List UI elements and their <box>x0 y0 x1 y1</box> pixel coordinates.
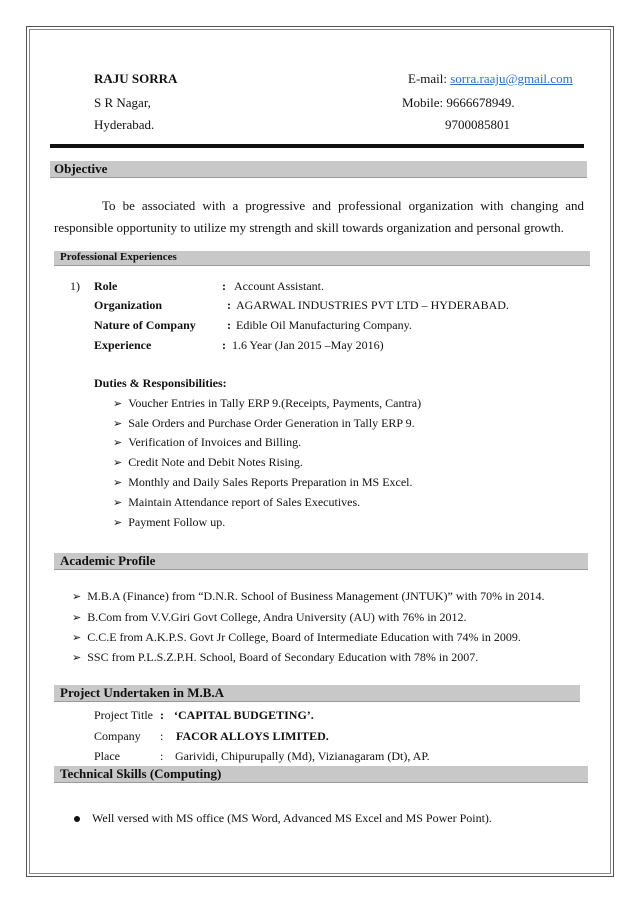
list-item <box>113 435 301 450</box>
mobile-label: Mobile: <box>402 95 444 110</box>
duties-heading: Duties & Responsibilities: <box>94 376 227 390</box>
list-item <box>113 515 225 530</box>
experience-heading: Professional Experiences <box>60 251 177 263</box>
list-item <box>74 811 492 826</box>
project-title-sep: : <box>160 708 164 722</box>
duty-text: Monthly and Daily Sales Reports Preparation in MS Excel. <box>128 475 413 489</box>
list-item <box>72 650 478 665</box>
dot-bullet-icon <box>74 816 80 822</box>
objective-line-1: To be associated with a progressive and professional organization with changing and <box>102 198 584 213</box>
list-item <box>113 495 360 510</box>
project-place-sep: : <box>160 749 164 763</box>
header-divider <box>50 144 584 148</box>
address-line-1: S R Nagar, <box>94 95 151 110</box>
email-row <box>408 71 573 87</box>
list-item <box>113 396 421 411</box>
list-item <box>72 610 467 625</box>
candidate-name: RAJU SORRA <box>94 71 178 86</box>
project-heading: Project Undertaken in M.B.A <box>60 685 225 700</box>
address-line-2: Hyderabad. <box>94 117 155 132</box>
list-item <box>72 589 545 604</box>
arrow-bullet-icon: ➢ <box>72 591 82 603</box>
email-link[interactable]: sorra.raaju@gmail.com <box>450 71 573 86</box>
arrow-bullet-icon: ➢ <box>72 632 82 644</box>
role-label: Role <box>94 279 118 293</box>
objective-heading-bar <box>50 161 587 178</box>
duty-text: Credit Note and Debit Notes Rising. <box>128 455 303 469</box>
arrow-bullet-icon: ➢ <box>72 652 82 664</box>
duty-text: Sale Orders and Purchase Order Generation in Tally ERP 9. <box>128 416 415 430</box>
academic-text: C.C.E from A.K.P.S. Govt Jr College, Board of Intermediate Education with 74% in 2009. <box>87 630 521 644</box>
mobile-row <box>402 95 515 111</box>
project-place-label: Place <box>94 749 120 763</box>
arrow-bullet-icon: ➢ <box>113 398 123 410</box>
arrow-bullet-icon: ➢ <box>113 437 123 449</box>
organization-label: Organization <box>94 298 162 312</box>
nature-label: Nature of Company <box>94 318 196 332</box>
experience-label: Experience <box>94 338 152 352</box>
role-sep: : <box>222 279 226 293</box>
experience-number: 1) <box>70 279 80 293</box>
organization-value: AGARWAL INDUSTRIES PVT LTD – HYDERABAD. <box>236 298 509 312</box>
academic-text: SSC from P.L.S.Z.P.H. School, Board of Secondary Education with 78% in 2007. <box>87 650 479 664</box>
objective-line-2: responsible opportunity to utilize my strength and skill towards organization and personal growth. <box>54 220 564 235</box>
arrow-bullet-icon: ➢ <box>113 477 123 489</box>
list-item <box>72 630 521 645</box>
duty-text: Maintain Attendance report of Sales Executives. <box>128 495 361 509</box>
academic-heading: Academic Profile <box>60 553 156 568</box>
list-item <box>113 455 303 470</box>
arrow-bullet-icon: ➢ <box>113 418 123 430</box>
objective-heading: Objective <box>54 161 108 176</box>
list-item <box>113 475 413 490</box>
experience-sep: : <box>222 338 226 352</box>
project-company-label: Company <box>94 729 141 743</box>
nature-value: Edible Oil Manufacturing Company. <box>236 318 412 332</box>
arrow-bullet-icon: ➢ <box>72 612 82 624</box>
arrow-bullet-icon: ➢ <box>113 517 123 529</box>
arrow-bullet-icon: ➢ <box>113 457 123 469</box>
email-label: E-mail: <box>408 71 447 86</box>
project-title-label: Project Title <box>94 708 154 722</box>
role-value: Account Assistant. <box>234 279 324 293</box>
academic-text: B.Com from V.V.Giri Govt College, Andra University (AU) with 76% in 2012. <box>87 610 467 624</box>
arrow-bullet-icon: ➢ <box>113 497 123 509</box>
project-company-value: FACOR ALLOYS LIMITED. <box>176 729 329 743</box>
project-place-value: Garividi, Chipurupally (Md), Vizianagaram (Dt), AP. <box>175 749 430 763</box>
experience-value: 1.6 Year (Jan 2015 –May 2016) <box>232 338 384 352</box>
mobile-number-2: 9700085801 <box>445 117 510 132</box>
skill-text: Well versed with MS office (MS Word, Advanced MS Excel and MS Power Point). <box>92 811 492 825</box>
academic-text: M.B.A (Finance) from “D.N.R. School of Business Management (JNTUK)” with 70% in 2014. <box>87 589 545 603</box>
project-company-sep: : <box>160 729 164 743</box>
duty-text: Voucher Entries in Tally ERP 9.(Receipts, Payments, Cantra) <box>128 396 422 410</box>
duty-text: Payment Follow up. <box>128 515 226 529</box>
project-title-value: ‘CAPITAL BUDGETING’. <box>174 708 314 722</box>
mobile-number-1: 9666678949. <box>446 95 515 110</box>
page-border-inner <box>29 29 611 874</box>
nature-sep: : <box>227 318 231 332</box>
organization-sep: : <box>227 298 231 312</box>
duty-text: Verification of Invoices and Billing. <box>128 435 302 449</box>
skills-heading: Technical Skills (Computing) <box>60 766 222 781</box>
list-item <box>113 416 415 431</box>
